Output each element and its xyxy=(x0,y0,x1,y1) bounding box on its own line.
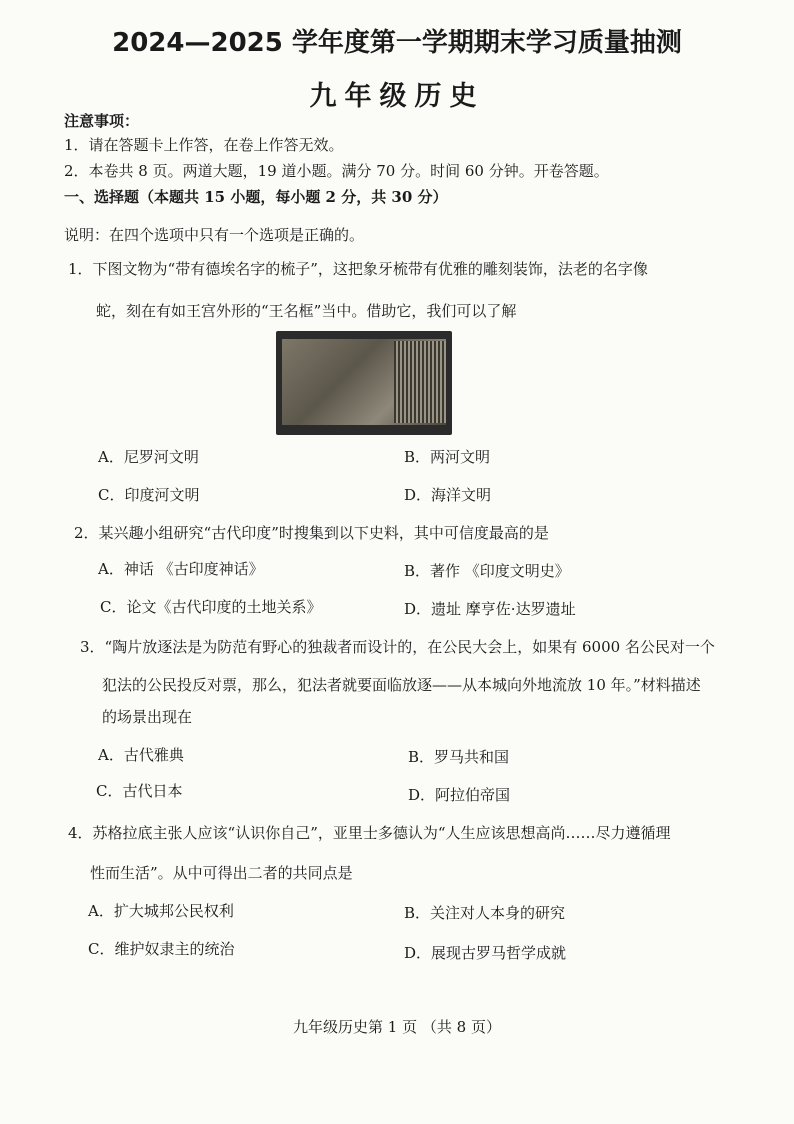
section-instruction: 说明：在四个选项中只有一个选项是正确的。 xyxy=(64,226,365,244)
q1-option-a: A．尼罗河文明 xyxy=(98,448,199,466)
exam-subject: 九年级历史 xyxy=(309,81,485,112)
q3-option-b: B．罗马共和国 xyxy=(408,748,510,766)
q3-stem-line-1: 3．“陶片放逐法是为防范有野心的独裁者而设计的，在公民大会上，如果有 6000 名公民对一个 xyxy=(80,638,715,656)
exam-title: 2024—2025 学年度第一学期期末学习质量抽测 xyxy=(112,28,682,58)
q4-stem-line-1: 4．苏格拉底主张人应该“认识你自己”，亚里士多德认为“人生应该思想高尚……尽力遵循理 xyxy=(68,824,671,842)
q2-option-a: A．神话 《古印度神话》 xyxy=(98,560,264,578)
note-item-1: 1．请在答题卡上作答，在卷上作答无效。 xyxy=(64,136,344,154)
q2-option-b: B．著作 《印度文明史》 xyxy=(404,562,570,580)
q4-option-b: B．关注对人本身的研究 xyxy=(404,904,566,922)
comb-teeth xyxy=(394,341,446,423)
q1-option-b: B．两河文明 xyxy=(404,448,491,466)
q2-stem: 2．某兴趣小组研究“古代印度”时搜集到以下史料，其中可信度最高的是 xyxy=(74,524,549,542)
q1-option-d: D．海洋文明 xyxy=(404,486,492,504)
q4-option-d: D．展现古罗马哲学成就 xyxy=(404,944,567,962)
page-footer: 九年级历史第 1 页 （共 8 页） xyxy=(293,1018,501,1036)
q3-option-c: C．古代日本 xyxy=(96,782,183,800)
q4-option-a: A．扩大城邦公民权利 xyxy=(88,902,234,920)
q2-option-d: D．遗址 摩亨佐·达罗遗址 xyxy=(404,600,576,618)
q3-option-a: A．古代雅典 xyxy=(98,746,184,764)
notes-heading: 注意事项： xyxy=(64,112,140,130)
q1-option-c: C．印度河文明 xyxy=(98,486,200,504)
q3-option-d: D．阿拉伯帝国 xyxy=(408,786,511,804)
q3-stem-line-2: 犯法的公民投反对票，那么，犯法者就要面临放逐——从本城向外地流放 10 年。”材料描述 xyxy=(102,676,701,694)
section-heading: 一、选择题（本题共 15 小题，每小题 2 分，共 30 分） xyxy=(64,188,448,206)
q1-stem-line-2: 蛇，刻在有如王宫外形的“王名框”当中。借助它，我们可以了解 xyxy=(96,302,517,320)
note-item-2: 2．本卷共 8 页。两道大题，19 道小题。满分 70 分。时间 60 分钟。开卷答题。 xyxy=(64,162,609,180)
q4-option-c: C．维护奴隶主的统治 xyxy=(88,940,235,958)
q4-stem-line-2: 性而生活”。从中可得出二者的共同点是 xyxy=(90,864,353,882)
q1-stem-line-1: 1．下图文物为“带有德埃名字的梳子”，这把象牙梳带有优雅的雕刻装饰，法老的名字像 xyxy=(68,260,648,278)
q3-stem-line-3: 的场景出现在 xyxy=(102,708,193,726)
q2-option-c: C．论文《古代印度的土地关系》 xyxy=(100,598,322,616)
ivory-comb-photo xyxy=(276,331,452,435)
